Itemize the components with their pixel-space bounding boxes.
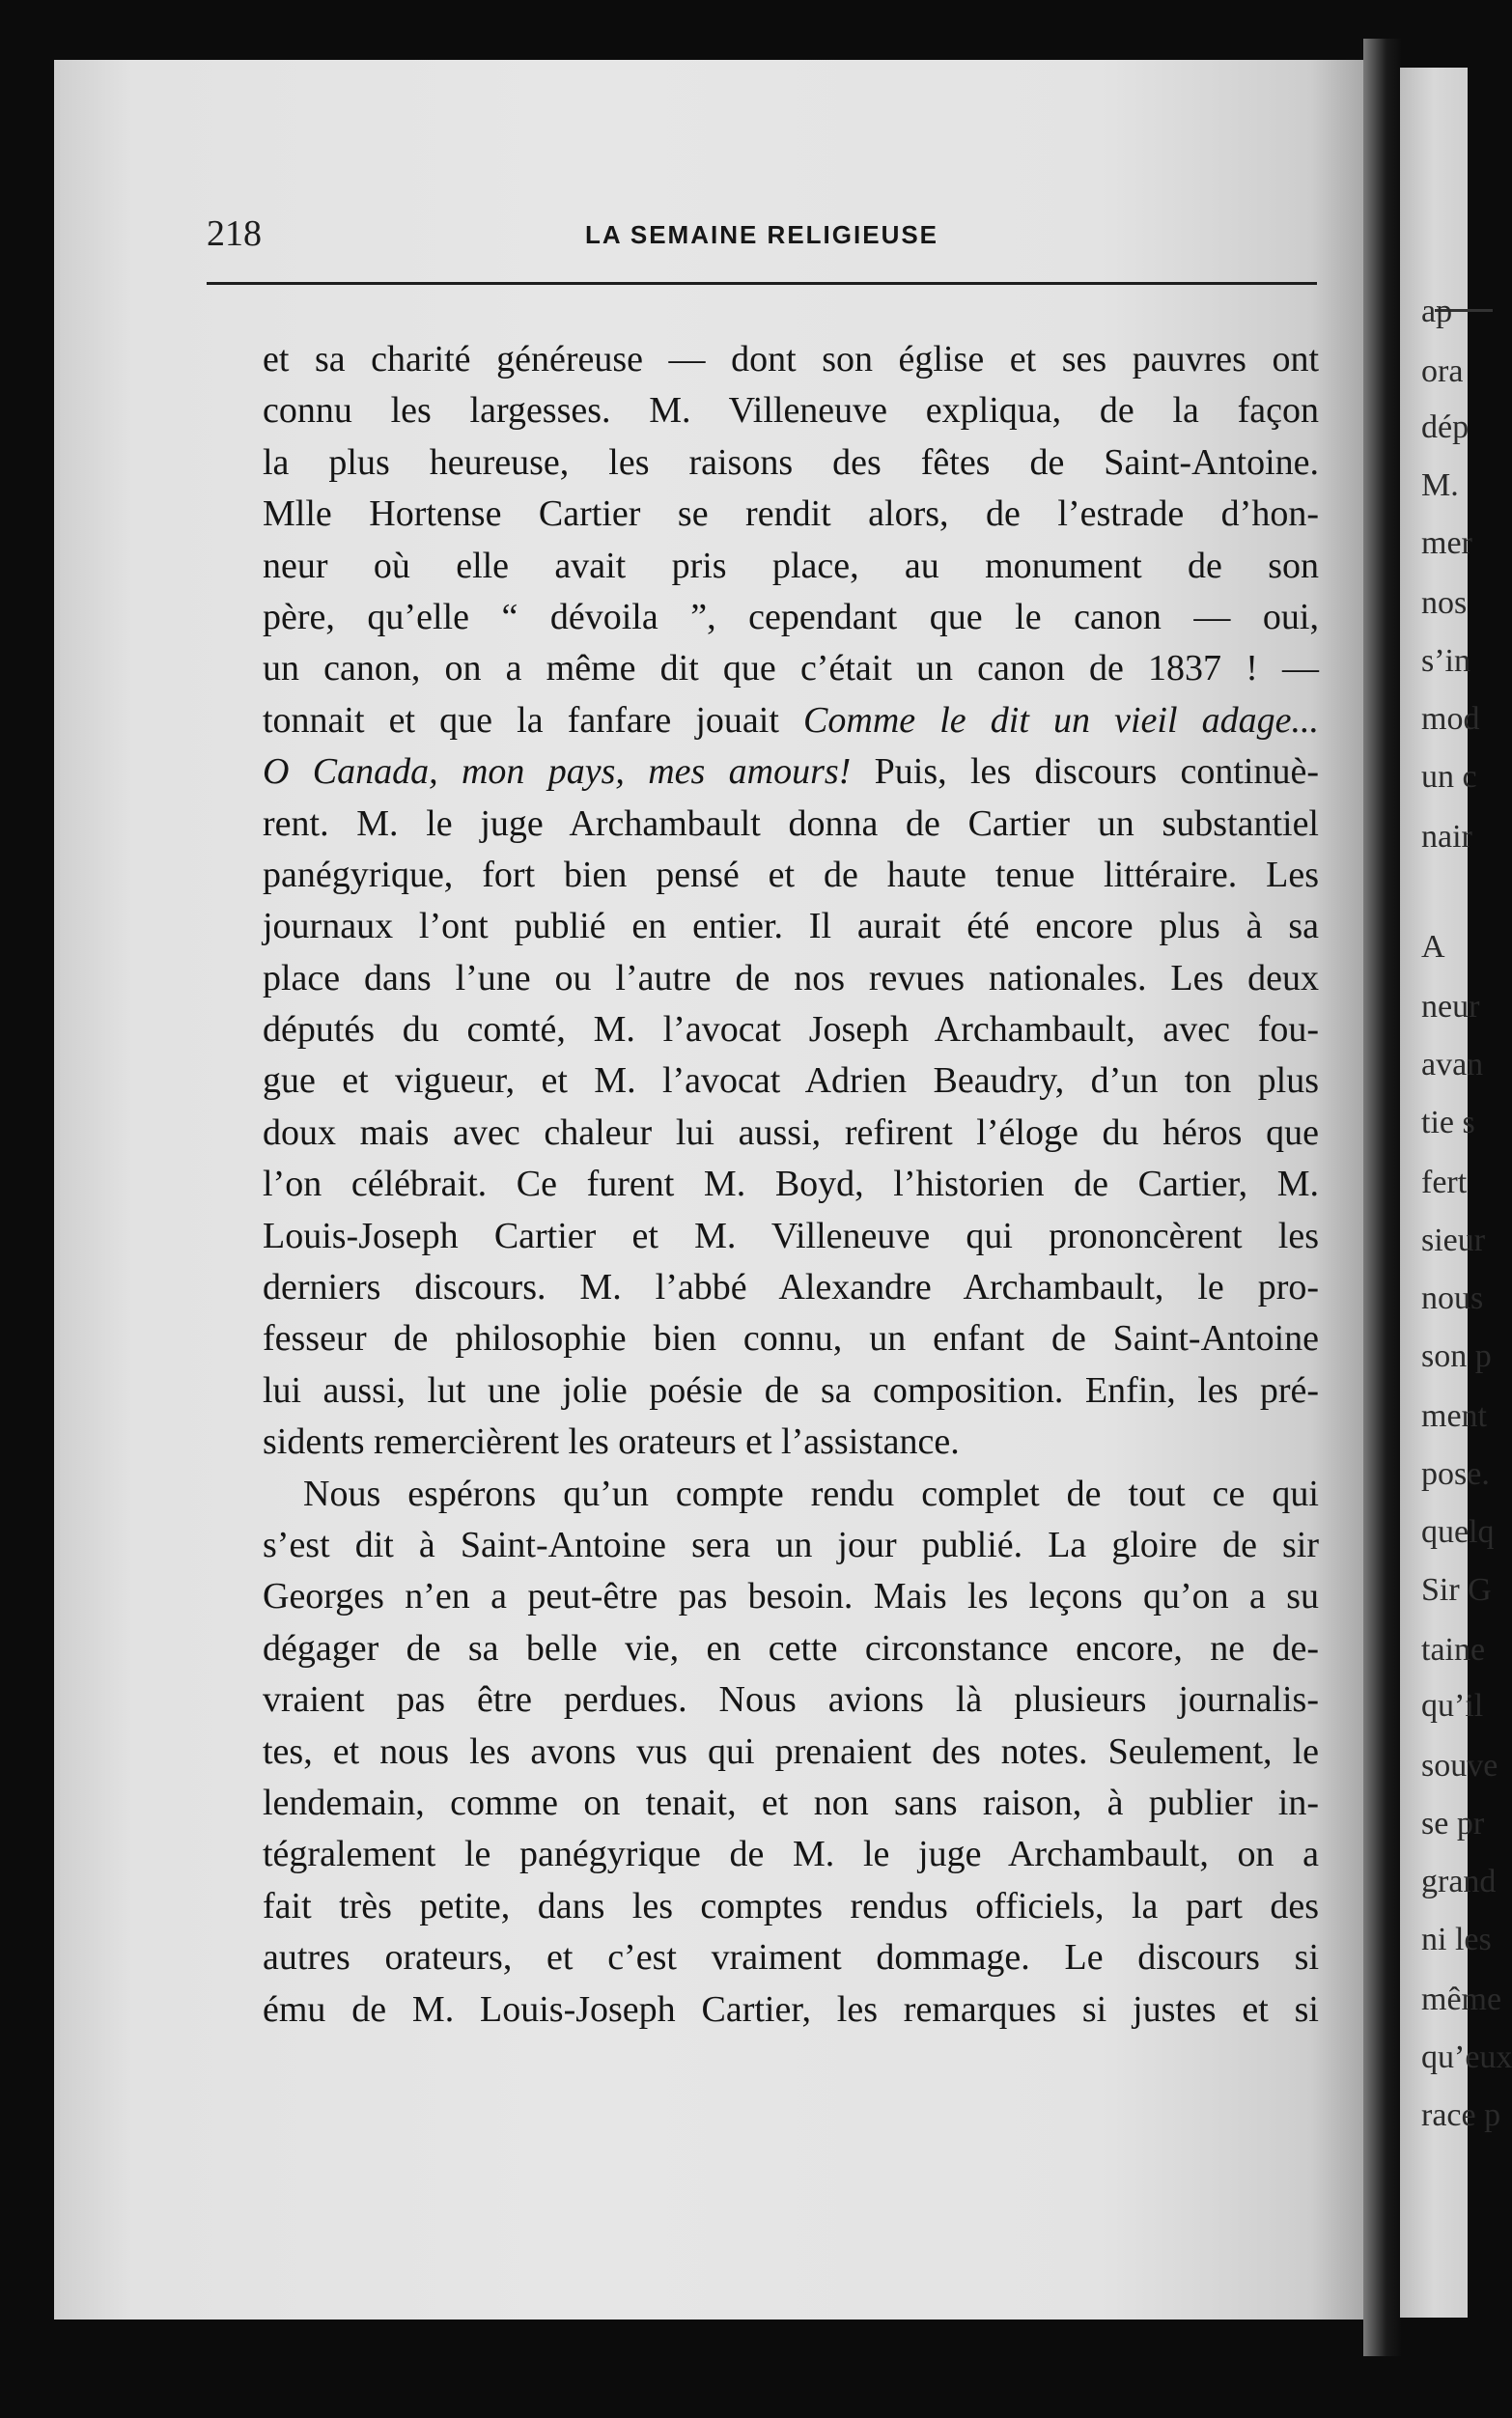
line-text: doux mais avec chaleur lui aussi, refirent l’éloge du héros que — [263, 1111, 1319, 1153]
facing-page-fragment: dép — [1421, 409, 1470, 445]
text-line — [263, 1055, 1319, 1107]
text-line — [263, 1004, 1319, 1055]
line-text: députés du comté, M. l’avocat Joseph Archambault, avec fou- — [263, 1009, 1319, 1051]
line-text: vraient pas être perdues. Nous avions là plusieurs journalis- — [263, 1679, 1319, 1721]
text-line — [263, 1727, 1319, 1778]
line-text: père, qu’elle “ dévoila ”, cependant que le canon — oui, — [263, 596, 1319, 637]
text-line — [263, 1417, 1319, 1468]
facing-page-fragment: ora — [1421, 353, 1464, 389]
text-line — [263, 1469, 1319, 1520]
text-line — [263, 1159, 1319, 1210]
running-head — [207, 212, 1317, 261]
line-text: s’est dit à Saint-Antoine sera un jour publié. La gloire de sir — [263, 1524, 1319, 1565]
facing-page-fragment: mod — [1421, 701, 1480, 737]
text-line — [263, 643, 1319, 694]
line-text: Mlle Hortense Cartier se rendit alors, de l’estrade d’hon- — [263, 493, 1319, 535]
italic-phrase: O Canada, mon pays, mes amours! — [263, 751, 852, 793]
facing-page-fragment: ment — [1421, 1398, 1487, 1434]
line-text: connu les largesses. M. Villeneuve expliqua, de la façon — [263, 390, 1319, 432]
facing-page-fragment: nos — [1421, 585, 1468, 621]
facing-page-fragment: M. — [1421, 467, 1459, 503]
line-text: lendemain, comme on tenait, et non sans raison, à publier in- — [263, 1782, 1319, 1823]
text-line — [263, 901, 1319, 952]
text-line — [263, 1313, 1319, 1364]
facing-page-fragment: Sir G — [1421, 1572, 1492, 1608]
text-line — [263, 385, 1319, 436]
line-text: tonnait et que la fanfare jouait — [263, 699, 779, 741]
line-text: ému de M. Louis-Joseph Cartier, les remarques si justes et si — [263, 1988, 1319, 2030]
facing-page-edge — [1400, 68, 1512, 2318]
line-text: neur où elle avait pris place, au monument de son — [263, 545, 1319, 586]
line-text: panégyrique, fort bien pensé et de haute tenue littéraire. Les — [263, 854, 1319, 895]
line-text: Puis, les discours continuè- — [851, 751, 1319, 793]
italic-phrase: Comme le dit un vieil adage... — [803, 699, 1320, 741]
facing-page-fragment: s’in — [1421, 643, 1470, 679]
text-line — [263, 1778, 1319, 1829]
line-text: fesseur de philosophie bien connu, un enfant de Saint-Antoine — [263, 1318, 1319, 1360]
facing-page-fragment: race p — [1421, 2097, 1501, 2133]
text-line — [263, 746, 1319, 798]
book-gutter — [1363, 39, 1402, 2356]
facing-page-fragment: souve — [1421, 1748, 1498, 1784]
facing-page-fragment: quelq — [1421, 1514, 1495, 1550]
facing-page-fragment: taine — [1421, 1632, 1486, 1668]
facing-page-fragment: même — [1421, 1982, 1502, 2017]
facing-page-fragment: A — [1421, 929, 1445, 965]
text-line — [263, 1881, 1319, 1932]
text-line — [263, 1984, 1319, 2036]
facing-page-fragment: fert — [1421, 1165, 1468, 1200]
line-text: tégralement le panégyrique de M. le juge Archambault, on a — [263, 1834, 1319, 1875]
text-line — [263, 541, 1319, 592]
facing-page-fragment: nair — [1421, 819, 1472, 855]
line-text: lui aussi, lut une jolie poésie de sa composition. Enfin, les pré- — [263, 1369, 1319, 1411]
text-line — [263, 1674, 1319, 1726]
facing-page-fragment: grand — [1421, 1864, 1497, 1899]
text-line — [263, 1262, 1319, 1313]
line-text: Louis-Joseph Cartier et M. Villeneuve qui prononcèrent les — [263, 1215, 1319, 1256]
text-line — [263, 799, 1319, 850]
line-text: et sa charité généreuse — dont son église et ses pauvres ont — [263, 339, 1319, 380]
text-line — [263, 437, 1319, 489]
line-text: Nous espérons qu’un compte rendu complet de tout ce qui — [303, 1473, 1319, 1514]
line-text: derniers discours. M. l’abbé Alexandre Archambault, le pro- — [263, 1267, 1319, 1308]
facing-page-fragment: nous — [1421, 1280, 1484, 1316]
line-text: place dans l’une ou l’autre de nos revues nationales. Les deux — [263, 957, 1319, 998]
text-line — [263, 953, 1319, 1004]
text-line — [263, 1623, 1319, 1674]
line-text: gue et vigueur, et M. l’avocat Adrien Beaudry, d’un ton plus — [263, 1060, 1319, 1102]
text-line — [263, 489, 1319, 540]
text-line — [263, 695, 1319, 746]
line-text: Georges n’en a peut-être pas besoin. Mais les leçons qu’on a su — [263, 1576, 1319, 1617]
text-line — [263, 1108, 1319, 1159]
header-rule — [207, 282, 1317, 285]
text-line — [263, 1211, 1319, 1262]
page-number: 218 — [207, 213, 262, 254]
facing-page-fragment: se pr — [1421, 1806, 1485, 1842]
facing-page-fragment: tie s — [1421, 1105, 1475, 1140]
text-line — [263, 1571, 1319, 1622]
facing-page-fragment: avan — [1421, 1047, 1484, 1082]
text-line — [263, 1520, 1319, 1571]
facing-page-fragment: qu’il — [1421, 1688, 1484, 1724]
line-text: autres orateurs, et c’est vraiment dommage. Le discours si — [263, 1937, 1319, 1979]
text-line — [263, 850, 1319, 901]
line-text: fait très petite, dans les comptes rendus officiels, la part des — [263, 1885, 1319, 1926]
line-text: tes, et nous les avons vus qui prenaient des notes. Seulement, le — [263, 1730, 1319, 1772]
line-text: sidents remercièrent les orateurs et l’assistance. — [263, 1421, 960, 1463]
facing-page-fragment: son p — [1421, 1338, 1492, 1374]
facing-page-fragment: pose. — [1421, 1456, 1490, 1492]
facing-page-fragment: mer — [1421, 525, 1472, 561]
line-text: la plus heureuse, les raisons des fêtes de Saint-Antoine. — [263, 441, 1319, 483]
text-line — [263, 334, 1319, 385]
facing-page-fragment: un c — [1421, 759, 1477, 795]
text-line — [263, 1932, 1319, 1983]
line-text: dégager de sa belle vie, en cette circonstance encore, ne de- — [263, 1627, 1319, 1669]
facing-page-fragment: ap — [1421, 294, 1453, 329]
text-line — [263, 592, 1319, 643]
text-line — [263, 1365, 1319, 1417]
facing-page-fragment: sieur — [1421, 1223, 1486, 1258]
journal-title: LA SEMAINE RELIGIEUSE — [584, 220, 939, 249]
text-line — [263, 1829, 1319, 1880]
facing-page-fragment: neur — [1421, 989, 1480, 1025]
line-text: rent. M. le juge Archambault donna de Cartier un substantiel — [263, 802, 1319, 844]
facing-page-fragment: qu’eux — [1421, 2039, 1512, 2075]
line-text: journaux l’ont publié en entier. Il aurait été encore plus à sa — [263, 906, 1319, 947]
line-text: l’on célébrait. Ce furent M. Boyd, l’historien de Cartier, M. — [263, 1164, 1319, 1205]
facing-page-fragment: ni les — [1421, 1922, 1492, 1957]
body-text — [263, 334, 1319, 2036]
line-text: un canon, on a même dit que c’était un canon de 1837 ! — — [263, 648, 1319, 689]
